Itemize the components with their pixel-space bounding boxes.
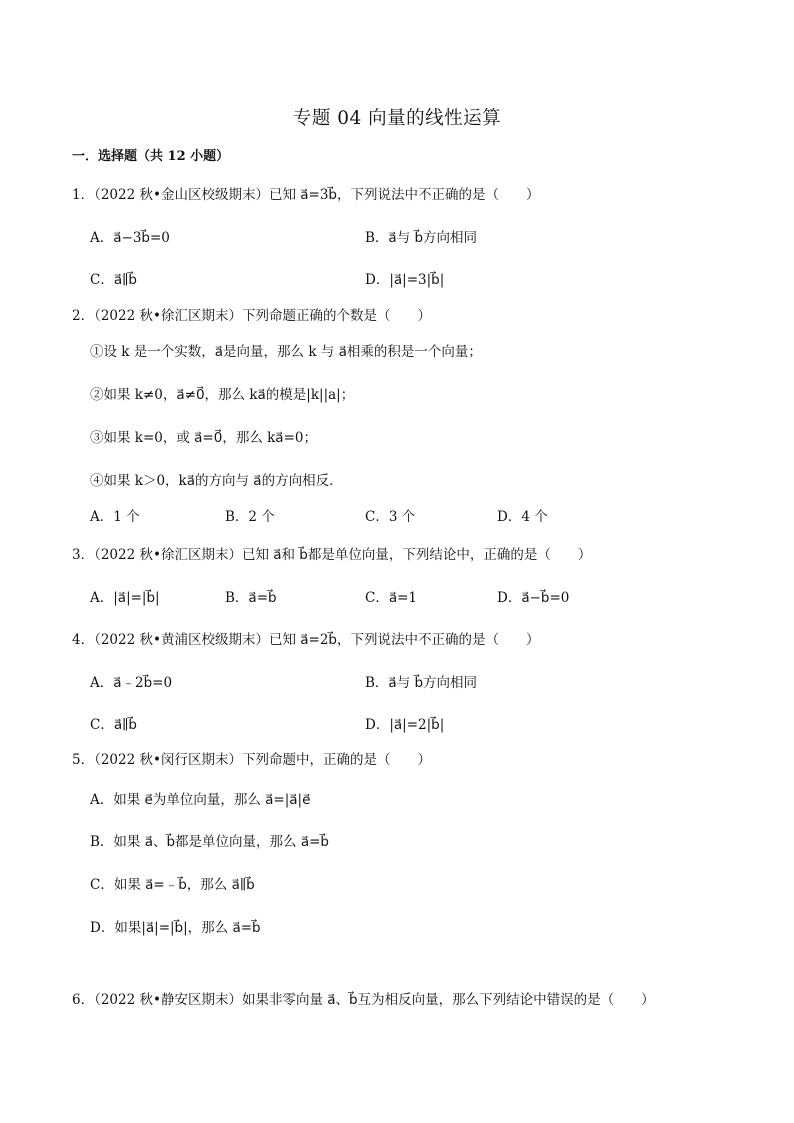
question-3-option-b: B．a⃗=b⃗ bbox=[225, 590, 277, 606]
question-2-item-2: ②如果 k≠0，a⃗≠0⃗，那么 ka⃗的模是|k||a|； bbox=[90, 387, 355, 403]
question-3-option-a: A．|a⃗|=|b⃗| bbox=[90, 590, 160, 606]
question-2-item-4: ④如果 k＞0，ka⃗的方向与 a⃗的方向相反． bbox=[90, 473, 343, 489]
question-3-stem: 3．（2022 秋•徐汇区期末）已知 a⃗和 b⃗都是单位向量，下列结论中，正确的是（ ） bbox=[72, 547, 592, 563]
question-2-stem: 2．（2022 秋•徐汇区期末）下列命题正确的个数是（ ） bbox=[72, 308, 431, 324]
question-1-stem: 1．（2022 秋•金山区校级期末）已知 a⃗=3b⃗，下列说法中不正确的是（ ） bbox=[72, 187, 540, 203]
question-4-option-a: A．a⃗﹣2b⃗=0 bbox=[90, 675, 173, 691]
question-2-item-1: ①设 k 是一个实数，a⃗是向量，那么 k 与 a⃗相乘的积是一个向量； bbox=[90, 344, 482, 360]
question-4-stem: 4．（2022 秋•黄浦区校级期末）已知 a⃗=2b⃗，下列说法中不正确的是（ ） bbox=[72, 632, 540, 648]
question-6-stem: 6．（2022 秋•静安区期末）如果非零向量 a⃗、b⃗互为相反向量，那么下列结论中错误的是（ ） bbox=[72, 992, 655, 1008]
question-5-option-d: D．如果|a⃗|=|b⃗|，那么 a⃗=b⃗ bbox=[90, 920, 261, 936]
question-3-option-c: C．a⃗=1 bbox=[365, 590, 418, 606]
question-2-option-d: D．4 个 bbox=[497, 509, 548, 525]
question-4-option-b: B．a⃗与 b⃗方向相同 bbox=[365, 675, 478, 691]
question-5-stem: 5．（2022 秋•闵行区期末）下列命题中，正确的是（ ） bbox=[72, 752, 431, 768]
question-5-option-b: B．如果 a⃗、b⃗都是单位向量，那么 a⃗=b⃗ bbox=[90, 834, 329, 850]
question-5-option-c: C．如果 a⃗=﹣b⃗，那么 a⃗∥b⃗ bbox=[90, 877, 255, 893]
question-5-option-a: A．如果 e⃗为单位向量，那么 a⃗=|a⃗|e⃗ bbox=[90, 792, 311, 808]
page-title: 专题 04 向量的线性运算 bbox=[292, 108, 502, 129]
question-1-option-a: A．a⃗−3b⃗=0 bbox=[90, 230, 170, 246]
question-2-option-c: C．3 个 bbox=[365, 509, 416, 525]
question-4-option-d: D．|a⃗|=2|b⃗| bbox=[365, 717, 445, 733]
question-2-option-b: B．2 个 bbox=[225, 509, 275, 525]
question-1-option-b: B．a⃗与 b⃗方向相同 bbox=[365, 230, 478, 246]
question-1-option-d: D．|a⃗|=3|b⃗| bbox=[365, 272, 445, 288]
section-heading: 一．选择题（共 12 小题） bbox=[72, 149, 230, 164]
question-2-option-a: A．1 个 bbox=[90, 509, 140, 525]
question-4-option-c: C．a⃗∥b⃗ bbox=[90, 717, 137, 733]
question-1-option-c: C．a⃗∥b⃗ bbox=[90, 272, 137, 288]
question-3-option-d: D．a⃗−b⃗=0 bbox=[497, 590, 570, 606]
question-2-item-3: ③如果 k=0，或 a⃗=0⃗，那么 ka⃗=0； bbox=[90, 430, 317, 446]
